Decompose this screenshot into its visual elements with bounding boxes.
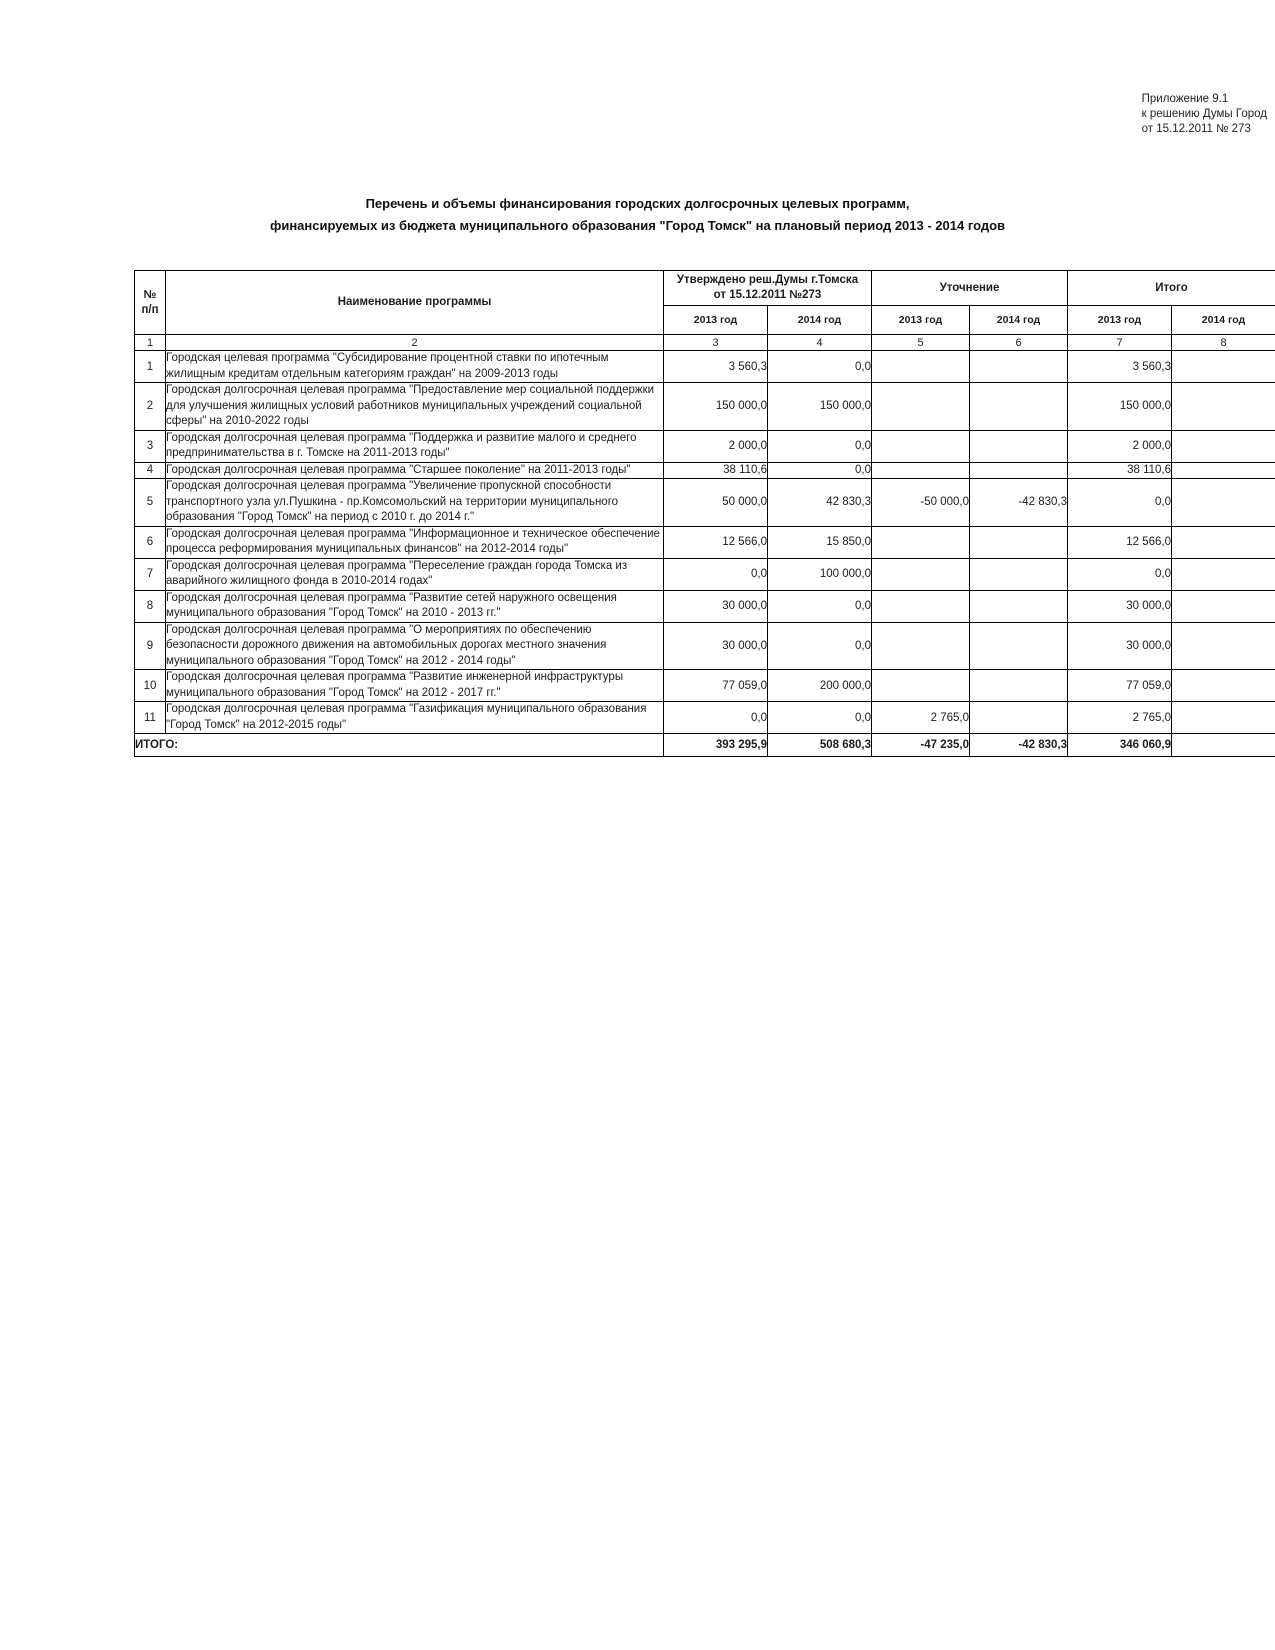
row-clarification-2014 — [970, 622, 1068, 670]
total-total-2014 — [1172, 734, 1275, 757]
row-approved-2014: 100 000,0 — [768, 558, 872, 590]
header-number-line1: № — [143, 288, 157, 301]
header-approved-2014: 2014 год — [768, 306, 872, 335]
total-clarification-2013: -47 235,0 — [872, 734, 970, 757]
row-approved-2013: 2 000,0 — [664, 430, 768, 462]
row-program-name: Городская долгосрочная целевая программа "Газификация муниципального образования "Город Томск" на 2012-2015 годы" — [166, 702, 664, 734]
row-approved-2013: 30 000,0 — [664, 590, 768, 622]
colnum-6: 6 — [970, 335, 1068, 351]
row-total-2014 — [1172, 670, 1275, 702]
row-total-2013: 77 059,0 — [1068, 670, 1172, 702]
table-row — [135, 622, 1275, 670]
row-clarification-2013 — [872, 383, 970, 431]
header-number-line2: п/п — [141, 303, 159, 316]
header-approved-2013: 2013 год — [664, 306, 768, 335]
row-number: 2 — [135, 383, 166, 431]
row-approved-2014: 15 850,0 — [768, 526, 872, 558]
row-number: 1 — [135, 351, 166, 383]
row-approved-2013: 38 110,6 — [664, 462, 768, 479]
row-clarification-2014 — [970, 462, 1068, 479]
row-number: 11 — [135, 702, 166, 734]
row-approved-2014: 42 830,3 — [768, 479, 872, 527]
row-approved-2013: 50 000,0 — [664, 479, 768, 527]
page-title — [0, 193, 1275, 237]
appendix-number: Приложение 9.1 — [1141, 93, 1229, 105]
row-number: 8 — [135, 590, 166, 622]
row-number: 6 — [135, 526, 166, 558]
row-total-2014 — [1172, 430, 1275, 462]
row-approved-2013: 30 000,0 — [664, 622, 768, 670]
row-approved-2014: 0,0 — [768, 590, 872, 622]
row-total-2013: 30 000,0 — [1068, 622, 1172, 670]
row-approved-2014: 0,0 — [768, 351, 872, 383]
row-clarification-2013 — [872, 462, 970, 479]
header-clarification-2014: 2014 год — [970, 306, 1068, 335]
financing-table-container — [134, 270, 1275, 757]
row-number: 5 — [135, 479, 166, 527]
row-total-2014 — [1172, 702, 1275, 734]
row-total-2013: 0,0 — [1068, 479, 1172, 527]
total-approved-2014: 508 680,3 — [768, 734, 872, 757]
row-total-2014 — [1172, 479, 1275, 527]
colnum-7: 7 — [1068, 335, 1172, 351]
row-clarification-2013 — [872, 351, 970, 383]
table-row — [135, 430, 1275, 462]
row-clarification-2013 — [872, 430, 970, 462]
row-clarification-2013 — [872, 622, 970, 670]
total-label: ИТОГО: — [135, 734, 664, 757]
row-approved-2013: 150 000,0 — [664, 383, 768, 431]
row-total-2013: 0,0 — [1068, 558, 1172, 590]
table-header-row-1 — [135, 271, 1275, 306]
row-clarification-2014 — [970, 702, 1068, 734]
row-approved-2014: 0,0 — [768, 702, 872, 734]
row-clarification-2013: -50 000,0 — [872, 479, 970, 527]
row-program-name: Городская долгосрочная целевая программа "Увеличение пропускной способности транспортного узла ул.Пушкина - пр.Комсомольский на территории муниципального образования "Город Томск" на период с 2010 г. до 2014 г." — [166, 479, 664, 527]
row-total-2013: 2 000,0 — [1068, 430, 1172, 462]
header-cell-clarification: Уточнение — [872, 271, 1068, 306]
row-total-2013: 150 000,0 — [1068, 383, 1172, 431]
row-total-2013: 12 566,0 — [1068, 526, 1172, 558]
table-row — [135, 670, 1275, 702]
row-program-name: Городская долгосрочная целевая программа "Развитие инженерной инфраструктуры муниципального образования "Город Томск" на 2012 - 2017 гг." — [166, 670, 664, 702]
row-approved-2014: 0,0 — [768, 430, 872, 462]
table-row — [135, 383, 1275, 431]
row-clarification-2013 — [872, 670, 970, 702]
table-row — [135, 526, 1275, 558]
row-approved-2013: 3 560,3 — [664, 351, 768, 383]
table-row — [135, 590, 1275, 622]
appendix-decision-line: к решению Думы Город — [1141, 108, 1267, 120]
row-clarification-2013 — [872, 590, 970, 622]
row-total-2013: 3 560,3 — [1068, 351, 1172, 383]
row-total-2014 — [1172, 383, 1275, 431]
header-cell-number — [135, 271, 166, 335]
table-body — [135, 351, 1275, 757]
table-column-number-row — [135, 335, 1275, 351]
colnum-4: 4 — [768, 335, 872, 351]
row-approved-2013: 0,0 — [664, 558, 768, 590]
row-program-name: Городская долгосрочная целевая программа "О мероприятиях по обеспечению безопасности дорожного движения на автомобильных дорогах местного значения муниципального образования "Город Томск" на 2012 - 2014 годы" — [166, 622, 664, 670]
row-clarification-2013 — [872, 526, 970, 558]
table-row — [135, 479, 1275, 527]
row-total-2014 — [1172, 558, 1275, 590]
total-total-2013: 346 060,9 — [1068, 734, 1172, 757]
header-approved-line1: Утверждено реш.Думы г.Томска — [676, 274, 859, 286]
row-approved-2013: 77 059,0 — [664, 670, 768, 702]
row-program-name: Городская долгосрочная целевая программа "Предоставление мер социальной поддержки для улучшения жилищных условий работников муниципальных учреждений социальной сферы" на 2010-2022 годы — [166, 383, 664, 431]
row-clarification-2014 — [970, 430, 1068, 462]
colnum-1: 1 — [135, 335, 166, 351]
row-total-2014 — [1172, 351, 1275, 383]
row-clarification-2013: 2 765,0 — [872, 702, 970, 734]
financing-table — [134, 270, 1275, 757]
colnum-5: 5 — [872, 335, 970, 351]
row-program-name: Городская долгосрочная целевая программа "Развитие сетей наружного освещения муниципального образования "Город Томск" на 2010 - 2013 гг." — [166, 590, 664, 622]
row-clarification-2014: -42 830,3 — [970, 479, 1068, 527]
table-row — [135, 558, 1275, 590]
row-program-name: Городская долгосрочная целевая программа "Информационное и техническое обеспечение процесса реформирования муниципальных финансов" на 2012-2014 годы" — [166, 526, 664, 558]
table-row — [135, 351, 1275, 383]
row-clarification-2014 — [970, 670, 1068, 702]
row-clarification-2014 — [970, 590, 1068, 622]
header-total-2013: 2013 год — [1068, 306, 1172, 335]
header-approved-line2: от 15.12.2011 №273 — [713, 289, 822, 301]
row-approved-2013: 12 566,0 — [664, 526, 768, 558]
total-clarification-2014: -42 830,3 — [970, 734, 1068, 757]
row-number: 10 — [135, 670, 166, 702]
row-total-2013: 30 000,0 — [1068, 590, 1172, 622]
row-total-2013: 2 765,0 — [1068, 702, 1172, 734]
header-cell-approved — [664, 271, 872, 306]
table-total-row — [135, 734, 1275, 757]
header-clarification-2013: 2013 год — [872, 306, 970, 335]
row-total-2014 — [1172, 590, 1275, 622]
row-total-2013: 38 110,6 — [1068, 462, 1172, 479]
total-approved-2013: 393 295,9 — [664, 734, 768, 757]
header-cell-total: Итого — [1068, 271, 1275, 306]
colnum-8: 8 — [1172, 335, 1275, 351]
header-total-2014: 2014 год — [1172, 306, 1275, 335]
row-approved-2014: 200 000,0 — [768, 670, 872, 702]
colnum-3: 3 — [664, 335, 768, 351]
row-clarification-2014 — [970, 383, 1068, 431]
appendix-date-line: от 15.12.2011 № 273 — [1141, 123, 1251, 135]
row-total-2014 — [1172, 462, 1275, 479]
row-number: 9 — [135, 622, 166, 670]
row-program-name: Городская долгосрочная целевая программа "Поддержка и развитие малого и среднего предпринимательства в г. Томске на 2011-2013 годы" — [166, 430, 664, 462]
row-program-name: Городская долгосрочная целевая программа "Старшее поколение" на 2011-2013 годы" — [166, 462, 664, 479]
row-number: 4 — [135, 462, 166, 479]
row-approved-2014: 150 000,0 — [768, 383, 872, 431]
row-number: 3 — [135, 430, 166, 462]
row-clarification-2014 — [970, 558, 1068, 590]
row-clarification-2013 — [872, 558, 970, 590]
title-line-2: финансируемых из бюджета муниципального образования "Город Томск" на плановый период 2013 - 2014 годов — [269, 218, 1006, 233]
header-cell-program-name: Наименование программы — [166, 271, 664, 335]
row-program-name: Городская долгосрочная целевая программа "Переселение граждан города Томска из аварийного жилищного фонда в 2010-2014 годах" — [166, 558, 664, 590]
row-number: 7 — [135, 558, 166, 590]
colnum-2: 2 — [166, 335, 664, 351]
document-reference-header — [1142, 92, 1267, 137]
row-approved-2013: 0,0 — [664, 702, 768, 734]
row-approved-2014: 0,0 — [768, 462, 872, 479]
title-line-1: Перечень и объемы финансирования городских долгосрочных целевых программ, — [365, 196, 910, 211]
row-clarification-2014 — [970, 351, 1068, 383]
row-program-name: Городская целевая программа "Субсидирование процентной ставки по ипотечным жилищным кредитам отдельным категориям граждан" на 2009-2013 годы — [166, 351, 664, 383]
row-clarification-2014 — [970, 526, 1068, 558]
row-total-2014 — [1172, 622, 1275, 670]
table-row — [135, 702, 1275, 734]
table-row — [135, 462, 1275, 479]
row-approved-2014: 0,0 — [768, 622, 872, 670]
row-total-2014 — [1172, 526, 1275, 558]
